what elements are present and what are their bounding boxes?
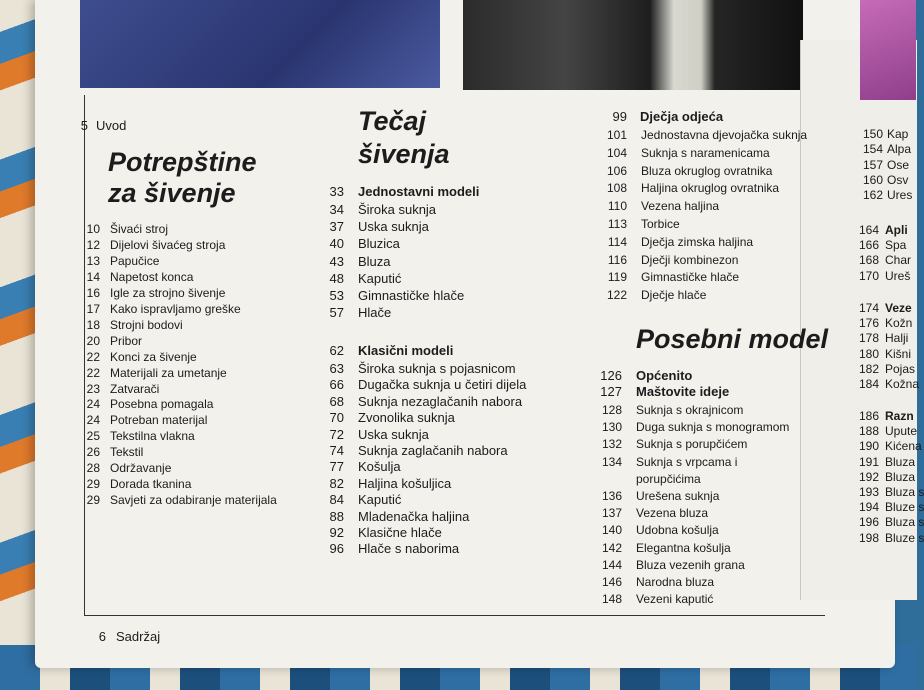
toc-page-number: 180 [858,346,879,361]
toc-page-number: 136 [601,489,622,503]
toc-entry-label: Bluze s [885,530,924,545]
toc-entry-label: Dječja zimska haljina [641,234,754,249]
toc-entry-label: Vezena bluza [636,506,709,521]
toc-entry-label: Dječje hlače [641,288,707,303]
toc-page-number: 29 [86,477,100,492]
toc-page-number: 160 [862,172,883,187]
toc-page-number: 88 [329,508,344,524]
toc-page-number: 24 [86,413,100,428]
toc-page-number: 134 [601,454,622,469]
toc-page-number: 68 [329,393,344,409]
toc-entry-label: Jednostavna djevojačka suknja [641,128,808,142]
toc-entry-label: Suknja s vrpcama i [636,454,738,469]
toc-page-number: 106 [606,163,627,178]
toc-page-number: 196 [858,515,879,530]
toc-page-number: 119 [607,270,627,285]
toc-entry-label: Kićena [885,439,922,454]
page-number: 6 [98,629,106,644]
toc-entry-label: Pojas [885,361,916,376]
toc-entry-label: Tekstilna vlakna [110,429,195,444]
heading-posebni-modeli: Posebni model [636,324,829,354]
toc-page-number: 22 [86,349,100,364]
toc-entry-label: Papučice [110,253,160,268]
toc-entry-label: Apli [885,223,908,237]
photo-next-page [860,0,916,100]
toc-entry-label: Torbice [641,217,680,231]
toc-entry-label: Haljina košuljica [358,475,452,491]
toc-entry-label: porupčićima [636,471,701,486]
toc-page-number: 157 [862,157,883,172]
toc-entry-label: Potreban materijal [110,413,208,428]
toc-entry-label: Kožn [885,316,913,331]
toc-entry-label: Dječji kombinezon [641,252,739,267]
toc-entry-label: Bluza okruglog ovratnika [641,163,773,178]
toc-entry-label: Košulja [358,459,401,475]
toc-entry-label: Narodna bluza [636,575,715,589]
toc-page-number: 108 [606,181,627,196]
toc-entry-label: Razn [885,409,914,423]
toc-page-number: 37 [329,219,344,235]
toc-page-number: 16 [86,285,100,300]
toc-page-number: 182 [858,361,879,376]
toc-entry-label: Savjeti za odabiranje materijala [110,493,277,508]
group-opcenito-title: Općenito [636,368,693,383]
toc-entry-label: Ures [887,188,913,203]
toc-entry-label: Materijali za umetanje [110,365,227,380]
toc-page-number: 29 [86,493,100,508]
toc-entry-label: Zatvarači [110,381,160,396]
toc-page-number: 192 [858,469,879,484]
toc-entry-label: Suknja zaglačanih nabora [358,443,508,458]
toc-entry-label: Veze [885,301,912,315]
toc-entry-label: Kap [887,127,909,141]
photo-sewing-supplies [80,0,440,88]
toc-page-number: 72 [329,426,344,442]
toc-page-number: 23 [86,381,100,396]
toc-entry-label: Bluza [885,454,916,469]
toc-page-number: 113 [607,217,627,231]
toc-entry-label: Napetost konca [110,269,194,284]
toc-entry-label: Pribor [110,333,143,348]
toc-page-number: 193 [858,485,879,499]
uvod-page-number: 5 [80,118,88,133]
toc-entry-label: Mladenačka haljina [358,508,470,524]
toc-entry-label: Kišni [885,346,912,361]
toc-entry-label: Spa [885,238,907,253]
toc-page-number: 162 [862,188,883,203]
toc-page-number: 63 [329,361,344,376]
heading-potrepstine: Potrepštine [108,147,257,177]
toc-page-number: 77 [329,459,344,475]
toc-page-number: 66 [329,377,344,393]
toc-page-number: 84 [329,492,344,508]
toc-page-number: 26 [86,445,100,460]
toc-entry-label: Char [885,253,912,268]
toc-entry-label: Duga suknja s monogramom [636,420,790,435]
group-djecja-title: Dječja odjeća [640,109,724,124]
toc-page-number: 53 [329,288,344,303]
heading-za-sivenje: za šivenje [108,178,236,208]
heading-tecaj: Tečaj [358,106,427,136]
toc-entry-label: Kožna [885,377,920,391]
toc-entry-label: Ureš [885,268,911,283]
toc-page-number: 48 [329,270,344,286]
toc-entry-label: Suknja s porupčićem [636,437,748,452]
group-djecja-number: 99 [612,109,627,124]
toc-page-number: 96 [329,541,344,557]
toc-page-number: 17 [86,301,100,316]
toc-entry-label: Dorada tkanina [110,477,192,492]
toc-page-number: 132 [601,437,622,452]
toc-entry-label: Dugačka suknja u četiri dijela [358,377,527,393]
toc-entry-label: Hlače [358,305,392,321]
toc-entry-label: Tekstil [110,445,144,460]
toc-page-number: 74 [329,443,344,458]
toc-page-number: 130 [601,420,622,435]
toc-page-number: 194 [858,500,879,515]
toc-page-number: 191 [858,454,879,469]
toc-page-number: 176 [858,316,879,331]
toc-page-number: 116 [607,252,627,267]
toc-page-number: 190 [858,439,879,454]
toc-page-number: 114 [607,234,627,249]
toc-entry-label: Kaputić [358,270,402,286]
toc-entry-label: Bluza [885,469,916,484]
toc-entry-label: Kako ispravljamo greške [110,301,241,316]
toc-entry-label: Osv [887,172,909,187]
toc-page-number: 128 [601,403,622,417]
toc-entry-label: Ose [887,157,910,172]
toc-entry-label: Vezena haljina [641,199,720,214]
toc-page-number: 122 [606,288,627,303]
toc-page-number: 174 [858,301,879,315]
toc-entry-label: Uska suknja [358,426,429,442]
toc-entry-label: Hlače s naborima [358,541,460,557]
toc-entry-label: Igle za strojno šivenje [110,285,226,300]
toc-page-number: 28 [86,461,100,476]
toc-entry-label: Bluza [358,253,391,269]
toc-page-number: 186 [858,409,879,423]
toc-page-number: 92 [329,525,344,540]
toc-entry-label: Strojni bodovi [110,317,183,332]
toc-entry-label: Bluze s [885,500,924,515]
toc-page-number: 150 [862,127,883,141]
toc-entry-label: Halji [885,331,909,346]
toc-page-number: 22 [86,365,100,380]
toc-page-number: 146 [601,575,622,589]
toc-page-number: 24 [86,397,100,412]
toc-page-number: 43 [329,253,344,269]
toc-entry-label: Dijelovi šivaćeg stroja [110,237,226,252]
toc-page-number: 178 [858,331,879,346]
toc-page-number: 170 [858,268,879,283]
toc-entry-label: Šivaći stroj [110,222,169,236]
toc-entry-label: Široka suknja [358,202,437,217]
toc-entry-label: Zvonolika suknja [358,410,455,426]
toc-page-number: 18 [86,317,100,332]
toc-page-number: 101 [606,128,627,142]
toc-entry-label: Bluzica [358,236,400,252]
toc-entry-label: Bluza s [885,515,924,530]
toc-entry-label: Bluza s [885,485,924,499]
group-opcenito-number: 126 [600,368,622,383]
toc-page-number: 184 [858,377,879,391]
toc-entry-label: Klasične hlače [358,525,442,540]
group-jednostavni-title: Jednostavni modeli [358,184,480,199]
toc-entry-label: Kaputić [358,492,402,508]
toc-page-number: 40 [329,236,344,252]
toc-entry-label: Suknja s naramenicama [641,145,770,160]
toc-page-number: 110 [607,199,627,214]
toc-entry-label: Vezeni kaputić [636,592,714,607]
toc-page-number: 34 [329,202,344,217]
toc-page-number: 168 [858,253,879,268]
toc-page-number: 20 [86,333,100,348]
toc-page-number: 154 [862,142,883,157]
page-section-label: Sadržaj [116,629,161,644]
toc-entry-label: Haljina okruglog ovratnika [641,181,780,196]
toc-entry-label: Uska suknja [358,219,429,235]
toc-page-number: 137 [601,506,622,521]
toc-page-number: 188 [858,424,879,439]
toc-entry-label: Održavanje [110,461,172,476]
toc-page-number: 144 [601,557,622,572]
toc-entry-label: Suknja nezaglačanih nabora [358,393,523,409]
toc-entry-label: Široka suknja s pojasnicom [358,361,516,376]
toc-page-number: 12 [86,237,100,252]
toc-page-number: 142 [601,540,622,555]
toc-page-number: 82 [329,475,344,491]
toc-entry-label: Posebna pomagala [110,397,214,412]
toc-entry-label: Udobna košulja [636,523,719,538]
toc-page-number: 13 [86,253,100,268]
toc-page-number: 14 [86,269,100,284]
toc-page-number: 57 [329,305,344,321]
toc-entry-label: Elegantna košulja [636,540,731,555]
toc-page-number: 70 [329,410,344,426]
photo-sewing-machine [463,0,803,90]
toc-page-number: 25 [86,429,100,444]
toc-entry-label: Suknja s okrajnicom [636,403,744,417]
toc-page-number: 10 [86,222,100,236]
toc-page-number: 104 [606,145,627,160]
toc-entry-label: Bluza vezenih grana [636,557,745,572]
toc-entry-label: Gimnastičke hlače [641,270,740,285]
toc-entry-label: Konci za šivenje [110,349,197,364]
heading-sivenja: šivenja [358,139,450,169]
group-jednostavni-number: 33 [329,184,344,199]
toc-entry-label: Urešena suknja [636,489,720,503]
toc-page-number: 164 [858,223,879,237]
group-mastovite-number: 127 [600,384,622,399]
toc-entry-label: Gimnastičke hlače [358,288,465,303]
toc-page-number: 140 [601,523,622,538]
toc-entry-label: Alpa [887,142,912,157]
group-klasicni-number: 62 [329,343,344,358]
toc-entry-label: Upute [885,424,918,439]
group-mastovite-title: Maštovite ideje [636,384,730,399]
uvod-label: Uvod [96,118,127,133]
toc-page-number: 148 [601,592,622,607]
toc-page-number: 198 [858,530,879,545]
toc-page-number: 166 [858,238,879,253]
group-klasicni-title: Klasični modeli [358,343,454,358]
